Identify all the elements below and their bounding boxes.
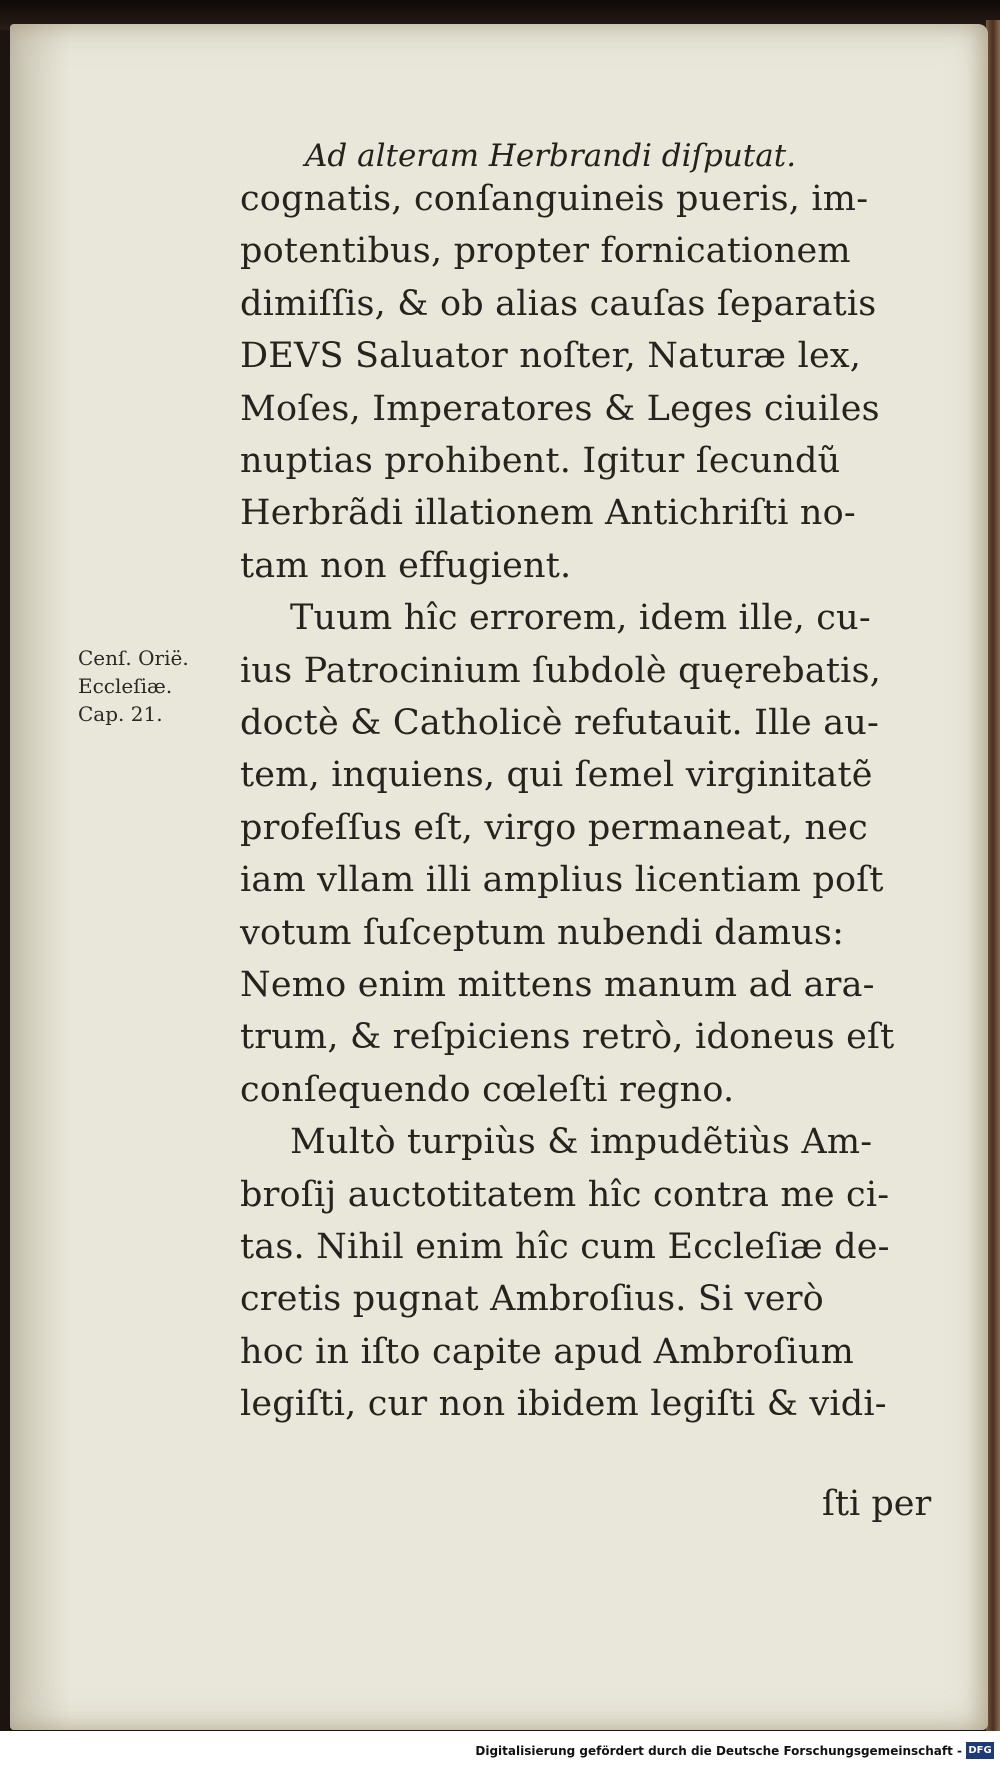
text-line: Moſes, Imperatores & Leges ciuiles xyxy=(240,389,880,429)
text-line: DEVS Saluator noſter, Naturæ lex, xyxy=(240,336,862,376)
text-line: Nemo enim mittens manum ad ara- xyxy=(240,965,875,1005)
dfg-logo: DFG xyxy=(966,1742,994,1759)
text-line: profeſſus eſt, virgo permaneat, nec xyxy=(240,808,868,848)
text-line: legiſti, cur non ibidem legiſti & vidi- xyxy=(240,1384,887,1424)
book-fore-edge xyxy=(986,20,1000,1740)
marginal-note-line-1: Cenſ. Orië. xyxy=(78,646,189,670)
digitization-credit: Digitalisierung gefördert durch die Deutsche Forschungsgemeinschaft - xyxy=(475,1744,962,1758)
text-line: trum, & reſpiciens retrò, idoneus eſt xyxy=(240,1017,895,1057)
text-line: hoc in iſto capite apud Ambroſium xyxy=(240,1332,855,1372)
text-line: ius Patrocinium ſubdolè quęrebatis, xyxy=(240,651,882,691)
running-title: Ad alteram Herbrandi diſputat. xyxy=(305,138,797,174)
text-line: conſequendo cœleſti regno. xyxy=(240,1070,735,1110)
text-line: Multò turpiùs & impudẽtiùs Am- xyxy=(290,1122,873,1162)
text-line: nuptias prohibent. Igitur ſecundũ xyxy=(240,441,841,481)
text-line: potentibus, propter fornicationem xyxy=(240,231,851,271)
marginal-note-line-3: Cap. 21. xyxy=(78,702,163,726)
text-line: Tuum hîc errorem, idem ille, cu- xyxy=(290,598,871,638)
catchword: ſti per xyxy=(822,1484,932,1524)
gutter-shade xyxy=(10,24,70,1730)
text-line: cretis pugnat Ambroſius. Si verò xyxy=(240,1279,824,1319)
text-line: iam vllam illi amplius licentiam poſt xyxy=(240,860,884,900)
text-line: doctè & Catholicè refutauit. Ille au- xyxy=(240,703,880,743)
text-line: tas. Nihil enim hîc cum Eccleſiæ de- xyxy=(240,1227,890,1267)
footer-bar xyxy=(0,1731,1000,1767)
text-line: dimiſſis, & ob alias cauſas ſeparatis xyxy=(240,284,877,324)
marginal-note-line-2: Eccleſiæ. xyxy=(78,674,173,698)
text-line: tam non effugient. xyxy=(240,546,572,586)
text-line: cognatis, conſanguineis pueris, im- xyxy=(240,179,869,219)
text-line: broſij auctotitatem hîc contra me ci- xyxy=(240,1175,890,1215)
text-line: votum ſuſceptum nubendi damus: xyxy=(240,913,845,953)
text-line: Herbrãdi illationem Antichriſti no- xyxy=(240,493,856,533)
text-line: tem, inquiens, qui ſemel virginitatẽ xyxy=(240,755,873,795)
